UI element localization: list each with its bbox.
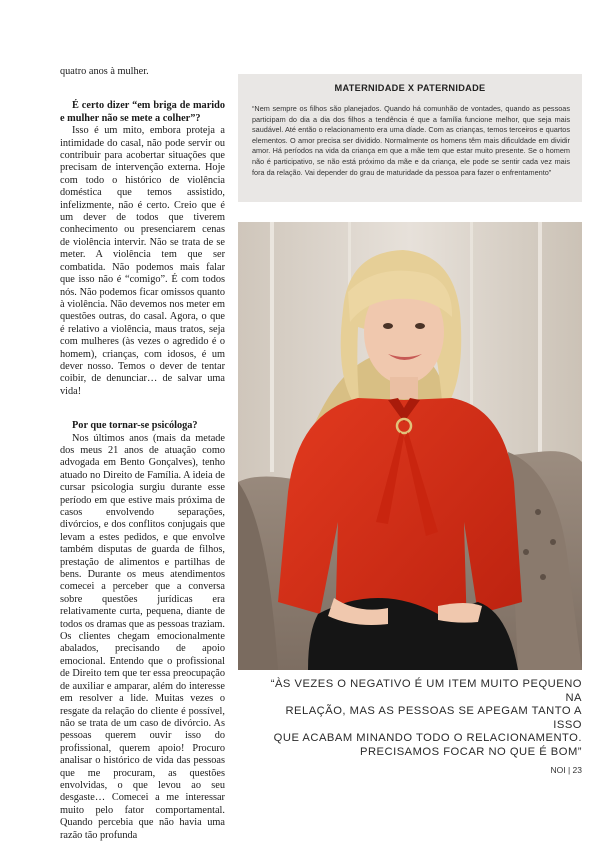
- intro-paragraph: quatro anos à mulher.: [60, 66, 149, 77]
- question-heading-1: É certo dizer “em briga de marido e mulher não se mete a colher”?: [60, 100, 225, 124]
- page-folio: NOI | 23: [550, 765, 582, 775]
- pull-quote: [262, 678, 582, 760]
- article-column: [60, 66, 225, 864]
- portrait-photo: [238, 222, 582, 670]
- sidebar-box: [238, 74, 582, 202]
- question-heading-2: Por que tornar-se psicóloga?: [72, 420, 198, 432]
- answer-paragraph-1: Isso é um mito, embora proteja a intimidade do casal, não pode servir ou contribuir para acobertar situações que precisam de intervenção externa. Hoje com todo o histórico de violência doméstica que temos assistido, infelizmente, não é certo. Creio que é um dever de todos que tiverem conhecimento ou presenciarem cenas de violência intervir. Não se trata de se meter. A violência tem que ser combatida. Não podemos mais falar que isso não é “comigo”. É com todos nós. Não podemos ficar omissos quanto à violência. Não devemos nos meter em questões outras, do casal. Agora, o que é relativo a violência, maus tratos, seja com mulheres (às vezes o agredido é o homem), crianças, com idosos, é um dever nosso. Temos o dever de tentar coibir, de denunciar… de salvar uma vida!: [60, 125, 225, 397]
- pull-quote-line-4: PRECISAMOS FOCAR NO QUE É BOM”: [360, 745, 582, 758]
- pull-quote-line-2: RELAÇÃO, MAS AS PESSOAS SE APEGAM TANTO A ISSO: [285, 705, 582, 731]
- pull-quote-line-3: QUE ACABAM MINANDO TODO O RELACIONAMENTO.: [273, 732, 582, 745]
- sidebar-text: “Nem sempre os filhos são planejados. Quando há comunhão de vontades, quando as pessoas participam do dia a dia dos filhos a tendência é que a família funcione melhor, que seja mais saudável. Até então o relacionamento era uma díade. Com as crianças, temos terceiros e quartos elementos. O amor precisa ser dividido. Normalmente os homens têm mais dificuldade em dividir amor. Há períodos na vida da criança em que a mãe tem que estar muito presente. Se o homem não é participativo, se não está próximo da mãe e da criança, ele pode se sentir cada vez mais fora da relação. Vai depender do grau de maturidade da pessoa para fazer o enfrentamento”: [252, 104, 570, 177]
- sidebar-title: MATERNIDADE X PATERNIDADE: [334, 83, 486, 93]
- answer-paragraph-2: Nos últimos anos (mais da metade dos meus 21 anos de atuação como advogada em Bento Gonçalves), tenho atuado no Direito de Família. A ideia de cursar psicologia surgiu durante esse período em que estive mais próxima de casos envolvendo separações, divórcios, e dos conflitos conjugais que levam a estes pedidos, e que envolve também disputas de guarda de filhos, prestação de alimentos e partilhas de bens. Durante os meus atendimentos comecei a perceber que a conversa sobre questões jurídicas era relativamente curta, pequena, diante de todos os dramas que as pessoas traziam. Os clientes chegam emocionalmente abalados, precisando de apoio emocional. Entendo que o profissional de Direito tem que ter essa preocupação de auxiliar e amparar, além do interesse em resolver a lide. Muitas vezes o resgate da relação do cliente é possível, não se trata de um caso de divórcio. As pessoas querem ouvir isso do profissional, querem apoio! Procuro analisar o histórico de vida das pessoas que me procuram, as questões envolvidas, o que levou ao seu desgaste… Comecei a me interessar muito pelo fator comportamental. Quando percebia que não havia uma razão tão profunda: [60, 432, 225, 841]
- portrait-illustration: [238, 222, 582, 670]
- pull-quote-line-1: “ÀS VEZES O NEGATIVO É UM ITEM MUITO PEQUENO NA: [270, 678, 582, 704]
